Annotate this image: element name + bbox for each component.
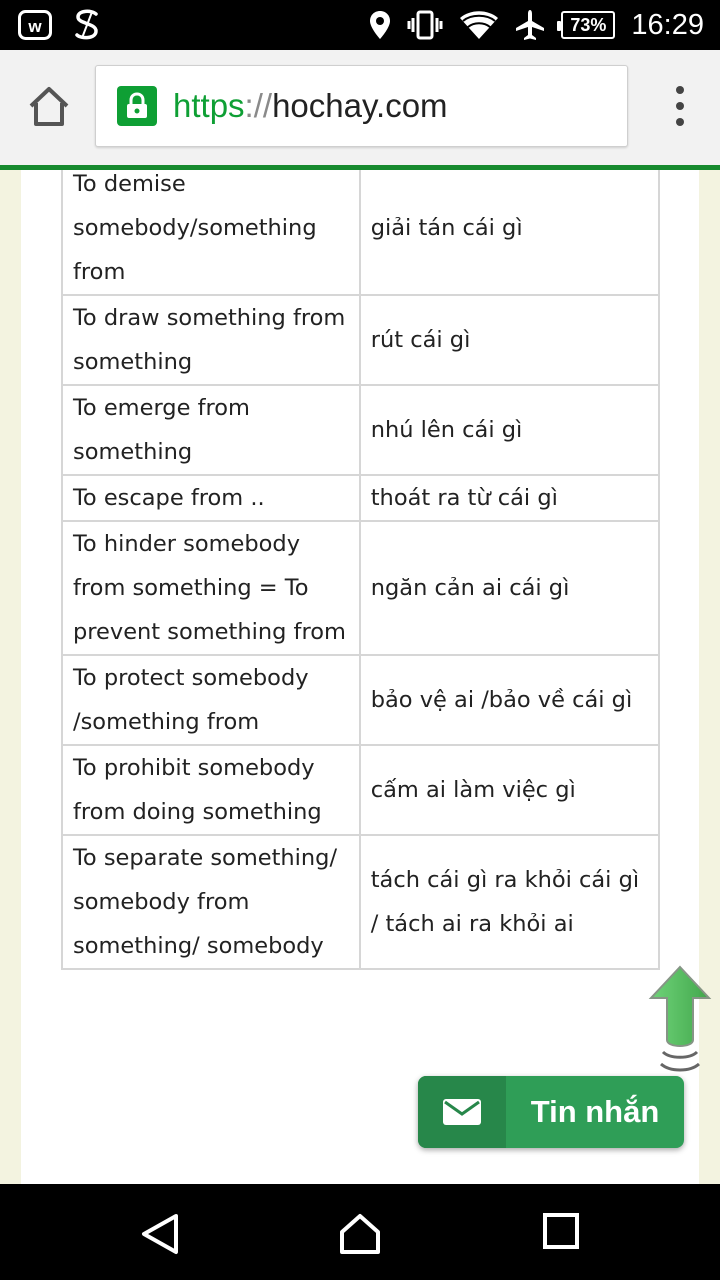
- back-icon: [138, 1212, 182, 1256]
- phrase-cell: To escape from ..: [62, 475, 360, 521]
- recents-button[interactable]: [542, 1212, 586, 1256]
- menu-dot-icon: [676, 86, 684, 94]
- table-row: [62, 655, 659, 745]
- app-notification-icon: [70, 8, 104, 42]
- table-row: [62, 745, 659, 835]
- phrase-cell: To protect somebody /something from: [62, 655, 360, 745]
- home-icon: [26, 84, 72, 130]
- recents-icon: [542, 1212, 580, 1250]
- phrase-cell: To demise somebody/something from: [62, 170, 360, 295]
- table-row: [62, 170, 659, 295]
- message-button-label: Tin nhắn: [530, 1094, 660, 1129]
- home-nav-icon: [338, 1212, 382, 1256]
- phrase-cell: To emerge from something: [62, 385, 360, 475]
- meaning-cell: giải tán cái gì: [360, 170, 659, 295]
- message-button[interactable]: [418, 1076, 684, 1148]
- meaning-cell: cấm ai làm việc gì: [360, 745, 659, 835]
- meaning-cell: bảo vệ ai /bảo về cái gì: [360, 655, 659, 745]
- url-bar[interactable]: [95, 65, 628, 147]
- wattpad-notification-icon: [18, 8, 52, 42]
- back-button[interactable]: [138, 1212, 182, 1256]
- phrase-cell: To prohibit somebody from doing something: [62, 745, 360, 835]
- system-nav-bar: [0, 1184, 720, 1280]
- clock: 16:29: [631, 8, 704, 41]
- phrase-cell: To separate something/ somebody from something/ somebody: [62, 835, 360, 969]
- browser-toolbar: [0, 50, 720, 165]
- secure-lock-icon[interactable]: [117, 86, 157, 126]
- mail-icon: [418, 1076, 506, 1148]
- url-text[interactable]: [173, 87, 448, 125]
- vocabulary-table: [61, 170, 660, 970]
- table-row: [62, 385, 659, 475]
- table-row: [62, 295, 659, 385]
- phrase-cell: To draw something from something: [62, 295, 360, 385]
- table-row: [62, 835, 659, 969]
- home-nav-button[interactable]: [338, 1212, 382, 1256]
- meaning-cell: ngăn cản ai cái gì: [360, 521, 659, 655]
- url-separator: ://: [244, 87, 273, 124]
- location-icon: [369, 10, 391, 40]
- meaning-cell: tách cái gì ra khỏi cái gì / tách ai ra khỏi ai: [360, 835, 659, 969]
- svg-text:w: w: [28, 17, 42, 36]
- status-bar: [0, 0, 720, 50]
- overflow-menu-button[interactable]: [674, 86, 686, 126]
- scroll-to-top-button[interactable]: [648, 964, 712, 1082]
- meaning-cell: nhú lên cái gì: [360, 385, 659, 475]
- airplane-mode-icon: [515, 9, 545, 41]
- vibrate-icon: [407, 10, 443, 40]
- battery-indicator: [561, 11, 615, 39]
- phrase-cell: To hinder somebody from something = To prevent something from: [62, 521, 360, 655]
- meaning-cell: thoát ra từ cái gì: [360, 475, 659, 521]
- url-scheme: https: [173, 87, 245, 124]
- up-arrow-icon: [648, 964, 712, 1082]
- table-row: [62, 475, 659, 521]
- web-content[interactable]: [0, 170, 720, 1184]
- menu-dot-icon: [676, 102, 684, 110]
- wifi-icon: [459, 9, 499, 41]
- table-row: [62, 521, 659, 655]
- page-body: [21, 170, 699, 1184]
- home-button[interactable]: [26, 84, 72, 130]
- battery-level: 73%: [570, 14, 607, 35]
- meaning-cell: rút cái gì: [360, 295, 659, 385]
- menu-dot-icon: [676, 118, 684, 126]
- url-host: hochay.com: [272, 87, 448, 124]
